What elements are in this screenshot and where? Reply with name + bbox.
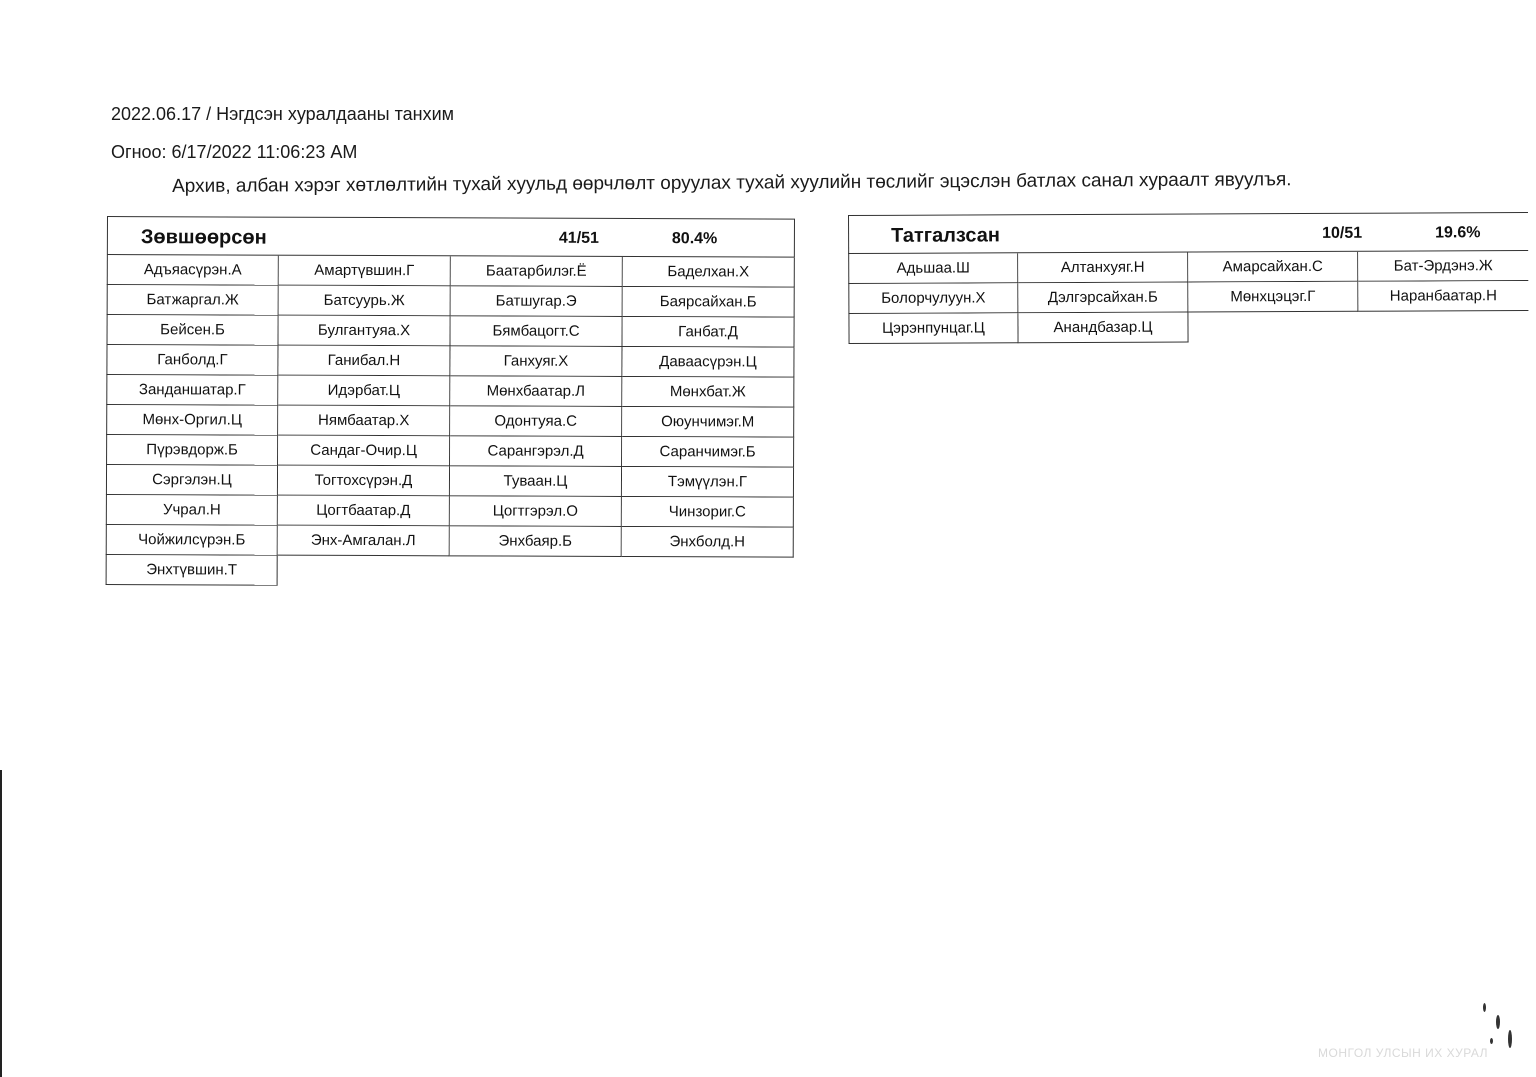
member-name-cell: Бямбацогт.С [451,316,623,347]
member-name-cell: Болорчулуун.Х [848,283,1018,314]
reject-block [848,212,1530,344]
scan-speck [1508,1030,1512,1048]
scan-speck [1483,1003,1486,1012]
member-name-cell: Цэрэнпунцаг.Ц [848,313,1018,344]
scan-edge-mark [0,770,2,1077]
member-name-cell: Цогтбаатар.Д [278,496,450,527]
member-name-cell: Занданшатар.Г [106,375,278,406]
member-name-cell: Оюунчимэг.М [622,407,794,438]
member-name-cell: Амарсайхан.С [1188,252,1358,283]
member-name-cell: Батжаргал.Ж [107,285,279,316]
member-name-cell: Чойжилсүрэн.Б [106,525,278,556]
approve-count: 41/51 [558,229,599,247]
member-name-cell: Мөнхбат.Ж [622,377,794,408]
member-name-cell: Учрал.Н [106,495,278,526]
member-name-cell: Ганбат.Д [623,317,795,348]
member-name-cell: Наранбаатар.Н [1358,281,1528,312]
vote-datetime: Огноо: 6/17/2022 11:06:23 AM [111,142,358,162]
member-name-cell: Мөнхбаатар.Л [450,376,622,407]
member-name-cell: Тэмүүлэн.Г [622,467,794,498]
member-name-cell: Дэлгэрсайхан.Б [1018,283,1188,314]
scan-speck [1490,1038,1493,1044]
member-name-cell: Ганболд.Г [106,345,278,376]
member-name-cell: Адъяасүрэн.А [107,255,279,286]
member-name-cell: Чинзориг.С [622,497,794,528]
approve-title: Зөвшөөрсөн [140,226,267,249]
member-name-cell: Саранчимэг.Б [622,437,794,468]
approve-percent: 80.4% [671,230,718,248]
member-name-cell: Булгантуяа.Х [279,316,451,347]
member-name-cell: Баделхан.Х [623,257,795,288]
member-name-cell: Одонтуяа.С [450,406,622,437]
member-name-cell: Пүрэвдорж.Б [106,435,278,466]
member-name-cell: Батшугар.Э [451,286,623,317]
scan-speck [1496,1015,1500,1029]
reject-header [848,212,1528,254]
member-name-cell: Батсуурь.Ж [279,286,451,317]
member-name-cell: Ганхуяг.Х [450,346,622,377]
motion-text: Архив, албан хэрэг хөтлөлтийн тухай хуульд өөрчлөлт оруулах тухай хуулийн төслийг эцэслэн батлах санал хураалт явуулъя. [172,169,1292,197]
member-name-cell: Нямбаатар.Х [278,406,450,437]
faint-watermark: МОНГОЛ УЛСЫН ИХ ХУРАЛ [1318,1046,1489,1060]
member-name-cell: Анандбазар.Ц [1018,313,1188,344]
member-name-cell: Тогтохсүрэн.Д [278,466,450,497]
member-name-cell: Сарангэрэл.Д [450,436,622,467]
approve-names-table [106,255,796,588]
member-name-cell: Мөнх-Оргил.Ц [106,405,278,436]
member-name-cell: Сандаг-Очир.Ц [278,436,450,467]
member-name-cell: Бейсен.Б [107,315,279,346]
member-name-cell: Алтанхуяг.Н [1018,253,1188,284]
member-name-cell: Энх-Амгалан.Л [278,526,450,557]
member-name-cell: Мөнхцэцэг.Г [1188,282,1358,313]
reject-title: Татгалзсан [891,224,1000,247]
member-name-cell: Энхбаяр.Б [450,526,622,557]
member-name-cell: Амартүвшин.Г [279,256,451,287]
member-name-cell: Ганибал.Н [278,346,450,377]
session-date-location: 2022.06.17 / Нэгдсэн хуралдааны танхим [111,104,455,124]
member-name-cell: Энхболд.Н [622,527,794,558]
member-name-cell: Туваан.Ц [450,466,622,497]
member-name-cell: Бат-Эрдэнэ.Ж [1358,251,1528,282]
member-name-cell: Цогтгэрэл.О [450,496,622,527]
member-name-cell: Даваасүрэн.Ц [622,347,794,378]
reject-names-table [848,251,1529,344]
member-name-cell: Идэрбат.Ц [278,376,450,407]
approve-header [107,216,795,258]
member-name-cell: Сэргэлэн.Ц [106,465,278,496]
member-name-cell: Адьшаа.Ш [848,253,1018,284]
member-name-cell: Энхтүвшин.Т [106,555,278,586]
approve-block [106,216,796,588]
member-name-cell: Баатарбилэг.Ё [451,256,623,287]
reject-percent: 19.6% [1435,224,1481,242]
reject-count: 10/51 [1322,224,1363,242]
member-name-cell: Баярсайхан.Б [623,287,795,318]
